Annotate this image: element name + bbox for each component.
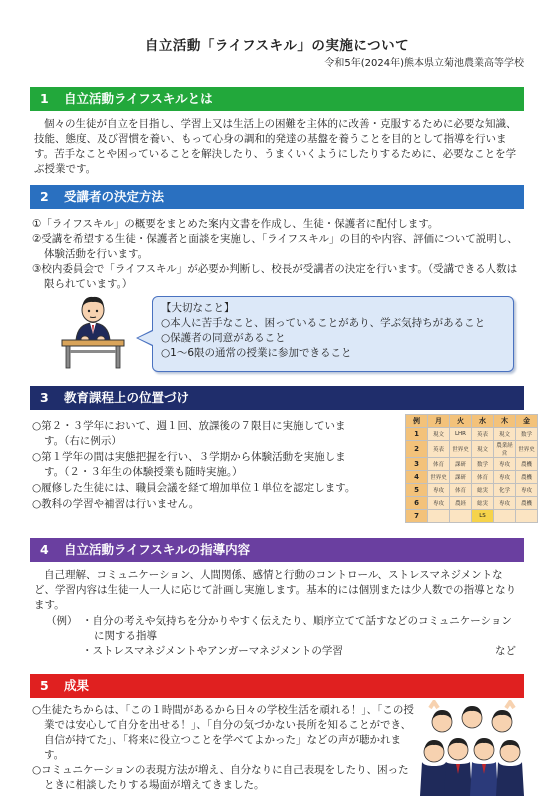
timetable-cell: 農機 bbox=[516, 497, 538, 510]
timetable-period: 3 bbox=[406, 458, 428, 471]
section-5-list bbox=[32, 703, 416, 793]
timetable-cell: 農機 bbox=[516, 458, 538, 471]
example-spacer bbox=[46, 644, 82, 659]
timetable-cell: 化学 bbox=[494, 484, 516, 497]
list-item: ○第１学年の間は実態把握を行い、３学期から体験活動を実施します。（２・３年生の体験授業も随時実施。） bbox=[32, 451, 346, 478]
timetable-cell: 専攻 bbox=[494, 471, 516, 484]
timetable-day: 木 bbox=[494, 415, 516, 428]
example-item: ・自分の考えや気持ちを分かりやすく伝えたり、順序立てて話すなどのコミュニケーションに関する指導 bbox=[82, 615, 512, 642]
section-4-header bbox=[30, 538, 524, 562]
example-item: ・ストレスマネジメントやアンガーマネジメントの学習 bbox=[82, 645, 343, 657]
timetable-cell bbox=[494, 510, 516, 523]
section-2-header bbox=[30, 185, 524, 209]
section-4-number: 4 bbox=[40, 542, 49, 557]
timetable-period: 2 bbox=[406, 441, 428, 458]
timetable-cell: 専攻 bbox=[494, 458, 516, 471]
section-1-header bbox=[30, 87, 524, 111]
timetable-period: 5 bbox=[406, 484, 428, 497]
section-4-examples bbox=[46, 614, 516, 659]
timetable-period: 7 bbox=[406, 510, 428, 523]
section-3-heading: 教育課程上の位置づけ bbox=[64, 390, 190, 405]
timetable-period: 4 bbox=[406, 471, 428, 484]
timetable-cell: 農機 bbox=[516, 471, 538, 484]
section-3-header bbox=[30, 386, 524, 410]
timetable-cell bbox=[516, 510, 538, 523]
timetable-cell: 総実 bbox=[472, 497, 494, 510]
timetable-cell: 農業経営 bbox=[494, 441, 516, 458]
important-callout bbox=[152, 296, 514, 372]
timetable-corner: 例 bbox=[406, 415, 428, 428]
timetable-cell: 現文 bbox=[494, 428, 516, 441]
timetable-day: 水 bbox=[472, 415, 494, 428]
timetable-day: 金 bbox=[516, 415, 538, 428]
timetable-cell: 専攻 bbox=[516, 484, 538, 497]
list-item: ○第２・３学年において、週１回、放課後の７限目に実施しています。（右に例示） bbox=[32, 420, 346, 447]
students-cheering-illustration bbox=[420, 700, 524, 796]
section-5-number: 5 bbox=[40, 678, 49, 693]
example-etc: など bbox=[495, 645, 516, 657]
section-1-number: 1 bbox=[40, 91, 49, 106]
timetable-cell: LHR bbox=[450, 428, 472, 441]
timetable-cell bbox=[428, 510, 450, 523]
list-item: ②受講を希望する生徒・保護者と面談を実施し、「ライフスキル」の目的や内容、評価について説明し、体験活動を行います。 bbox=[32, 233, 518, 260]
section-2-heading: 受講者の決定方法 bbox=[64, 189, 165, 204]
timetable-cell: 世界史 bbox=[428, 471, 450, 484]
section-1-body: 個々の生徒が自立を目指し、学習上又は生活上の困難を主体的に改善・克服するために必要な知識、技能、態度、及び習慣を養い、もって心身の調和的発達の基盤を養うことを目的として指導を行います。苦手なことや困っていることを解決したり、うまくいくようにしたりするために、必要なことを学ぶ授業です。 bbox=[34, 118, 517, 175]
timetable-cell: 体育 bbox=[428, 458, 450, 471]
callout-pointer-fill bbox=[138, 331, 153, 345]
list-item: ○コミュニケーションの表現方法が増え、自分なりに自己表現をしたり、困ったときに相談したりする場面が増えてきました。 bbox=[32, 764, 409, 791]
student-at-desk-illustration bbox=[58, 292, 128, 370]
timetable-cell: 農経 bbox=[450, 497, 472, 510]
important-title: 【大切なこと】 bbox=[161, 302, 235, 314]
list-item: ○教科の学習や補習は行いません。 bbox=[32, 498, 200, 510]
timetable-cell: 体育 bbox=[472, 471, 494, 484]
timetable-cell: 総実 bbox=[472, 484, 494, 497]
section-2-number: 2 bbox=[40, 189, 49, 204]
example-label: （例） bbox=[46, 615, 78, 627]
timetable-cell: 世界史 bbox=[516, 441, 538, 458]
timetable-cell: 専攻 bbox=[428, 497, 450, 510]
timetable-cell: 数学 bbox=[472, 458, 494, 471]
timetable-cell: 世界史 bbox=[450, 441, 472, 458]
timetable-cell-lifeskill: LS bbox=[472, 510, 494, 523]
timetable-cell: 英表 bbox=[472, 428, 494, 441]
important-item: ○1～6限の通常の授業に参加できること bbox=[161, 347, 352, 359]
timetable-day: 火 bbox=[450, 415, 472, 428]
timetable-period: 6 bbox=[406, 497, 428, 510]
timetable-day: 月 bbox=[428, 415, 450, 428]
timetable-cell bbox=[450, 510, 472, 523]
list-item: ○履修した生徒には、職員会議を経て増加単位１単位を認定します。 bbox=[32, 482, 356, 494]
section-2-list bbox=[32, 217, 522, 292]
section-3-number: 3 bbox=[40, 390, 49, 405]
section-5-heading: 成果 bbox=[64, 678, 90, 693]
list-item: ○生徒たちからは、「この１時間があるから日々の学校生活を頑れる！」、「この授業では安心して自分を出せる！」、「自分の気づかない長所を知ることができ、自信が持てた」、「将来に役立つことを学べてよかった」などの声が聴かれます。 bbox=[32, 704, 414, 761]
timetable-cell: 英表 bbox=[428, 441, 450, 458]
school-name: 令和5年(2024年)熊本県立菊池農業高等学校 bbox=[324, 58, 524, 69]
section-3-list bbox=[32, 419, 362, 513]
timetable-cell: 現文 bbox=[428, 428, 450, 441]
section-4-heading: 自立活動ライフスキルの指導内容 bbox=[64, 542, 251, 557]
important-item: ○保護者の同意があること bbox=[161, 332, 286, 344]
timetable-cell: 現文 bbox=[472, 441, 494, 458]
timetable-cell: 専攻 bbox=[494, 497, 516, 510]
list-item: ①「ライフスキル」の概要をまとめた案内文書を作成し、生徒・保護者に配付します。 bbox=[32, 218, 439, 230]
list-item: ③校内委員会で「ライフスキル」が必要か判断し、校長が受講者の決定を行います。（受講できる人数は限られています。） bbox=[32, 263, 518, 290]
timetable-example bbox=[405, 414, 538, 523]
section-5-header bbox=[30, 674, 524, 698]
section-1-heading: 自立活動ライフスキルとは bbox=[64, 91, 213, 106]
timetable-cell: 課研 bbox=[450, 471, 472, 484]
timetable-period: 1 bbox=[406, 428, 428, 441]
timetable-cell: 数学 bbox=[516, 428, 538, 441]
section-4-body: 自己理解、コミュニケーション、人間関係、感情と行動のコントロール、ストレスマネジメントなど、学習内容は生徒一人一人に応じて計画し実施します。基本的には個別または少人数での指導となります。 bbox=[34, 569, 517, 611]
timetable-cell: 専攻 bbox=[428, 484, 450, 497]
timetable-cell: 体育 bbox=[450, 484, 472, 497]
timetable-cell: 課研 bbox=[450, 458, 472, 471]
page-title: 自立活動「ライフスキル」の実施について bbox=[144, 38, 410, 54]
important-item: ○本人に苦手なこと、困っていることがあり、学ぶ気持ちがあること bbox=[161, 317, 486, 329]
